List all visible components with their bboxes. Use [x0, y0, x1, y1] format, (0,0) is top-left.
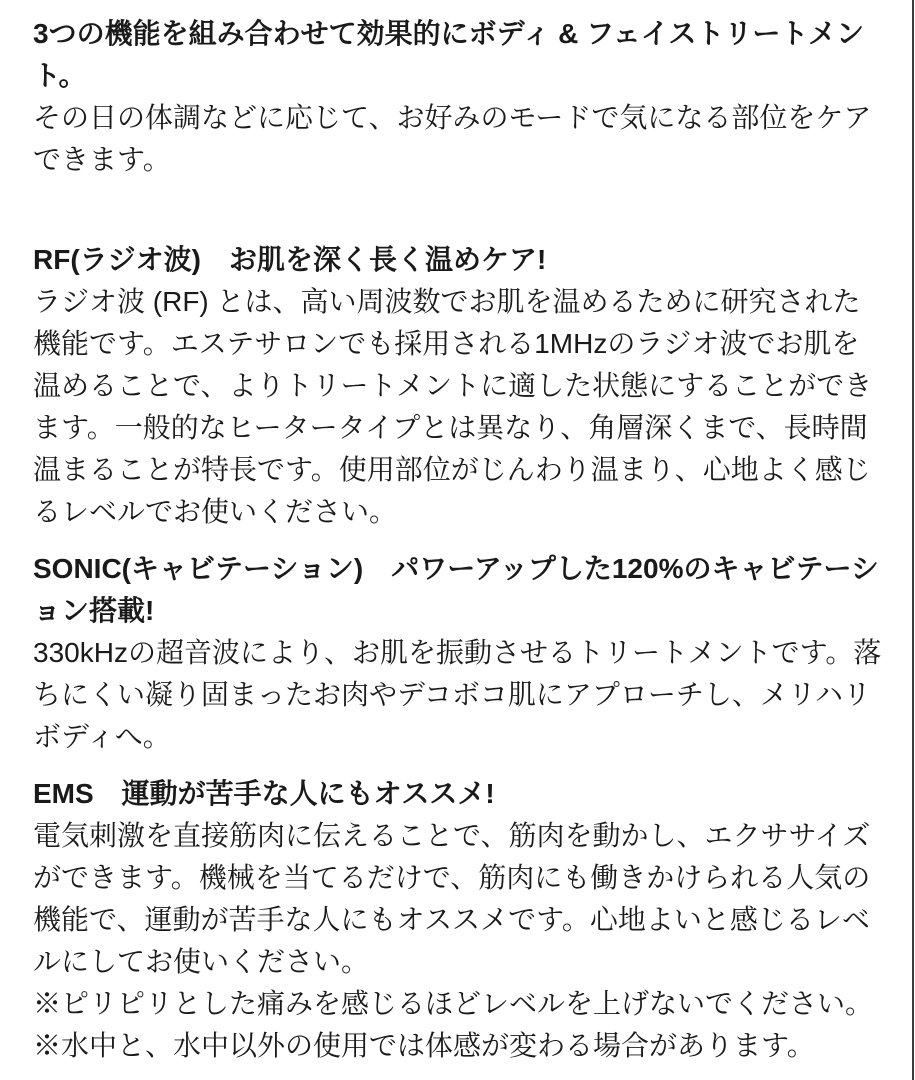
rf-body: ラジオ波 (RF) とは、高い周波数でお肌を温めるために研究された機能です。エステサロンでも採用される1MHzのラジオ波でお肌を温めることで、よりトリートメントに適した状態にすることができます。一般的なヒータータイプとは異なり、角層深くまで、長時間温まることが特長です。使用部位がじんわり温まり、心地よく感じるレベルでお使いください。 — [33, 286, 873, 527]
section-sonic — [33, 548, 885, 758]
ems-body: 電気刺激を直接筋肉に伝えることで、筋肉を動かし、エクササイズができます。機械を当てるだけで、筋肉にも働きかけられる人気の機能で、運動が苦手な人にもオススメです。心地よいと感じるレベルにしてお使いください。 — [33, 820, 871, 977]
intro-heading: 3つの機能を組み合わせて効果的にボディ & フェイストリートメント。 — [33, 18, 865, 91]
right-edge-divider — [912, 0, 914, 1080]
ems-note-underwater: ※水中と、水中以外の使用では体感が変わる場合があります。 — [33, 1030, 815, 1061]
section-ems — [33, 773, 885, 1067]
ems-note-caution-level: ※ピリピリとした痛みを感じるほどレベルを上げないでください。 — [33, 988, 874, 1019]
section-intro — [33, 13, 885, 181]
intro-body: その日の体調などに応じて、お好みのモードで気になる部位をケアできます。 — [33, 102, 872, 175]
sonic-heading: SONIC(キャビテーション) パワーアップした120%のキャビテーション搭載! — [33, 553, 879, 626]
rf-heading: RF(ラジオ波) お肌を深く長く温めケア! — [33, 244, 547, 275]
sonic-body: 330kHzの超音波により、お肌を振動させるトリートメントです。落ちにくい凝り固まったお肉やデコボコ肌にアプローチし、メリハリボディへ。 — [33, 637, 882, 752]
ems-heading: EMS 運動が苦手な人にもオススメ! — [33, 778, 495, 809]
section-rf — [33, 239, 885, 533]
